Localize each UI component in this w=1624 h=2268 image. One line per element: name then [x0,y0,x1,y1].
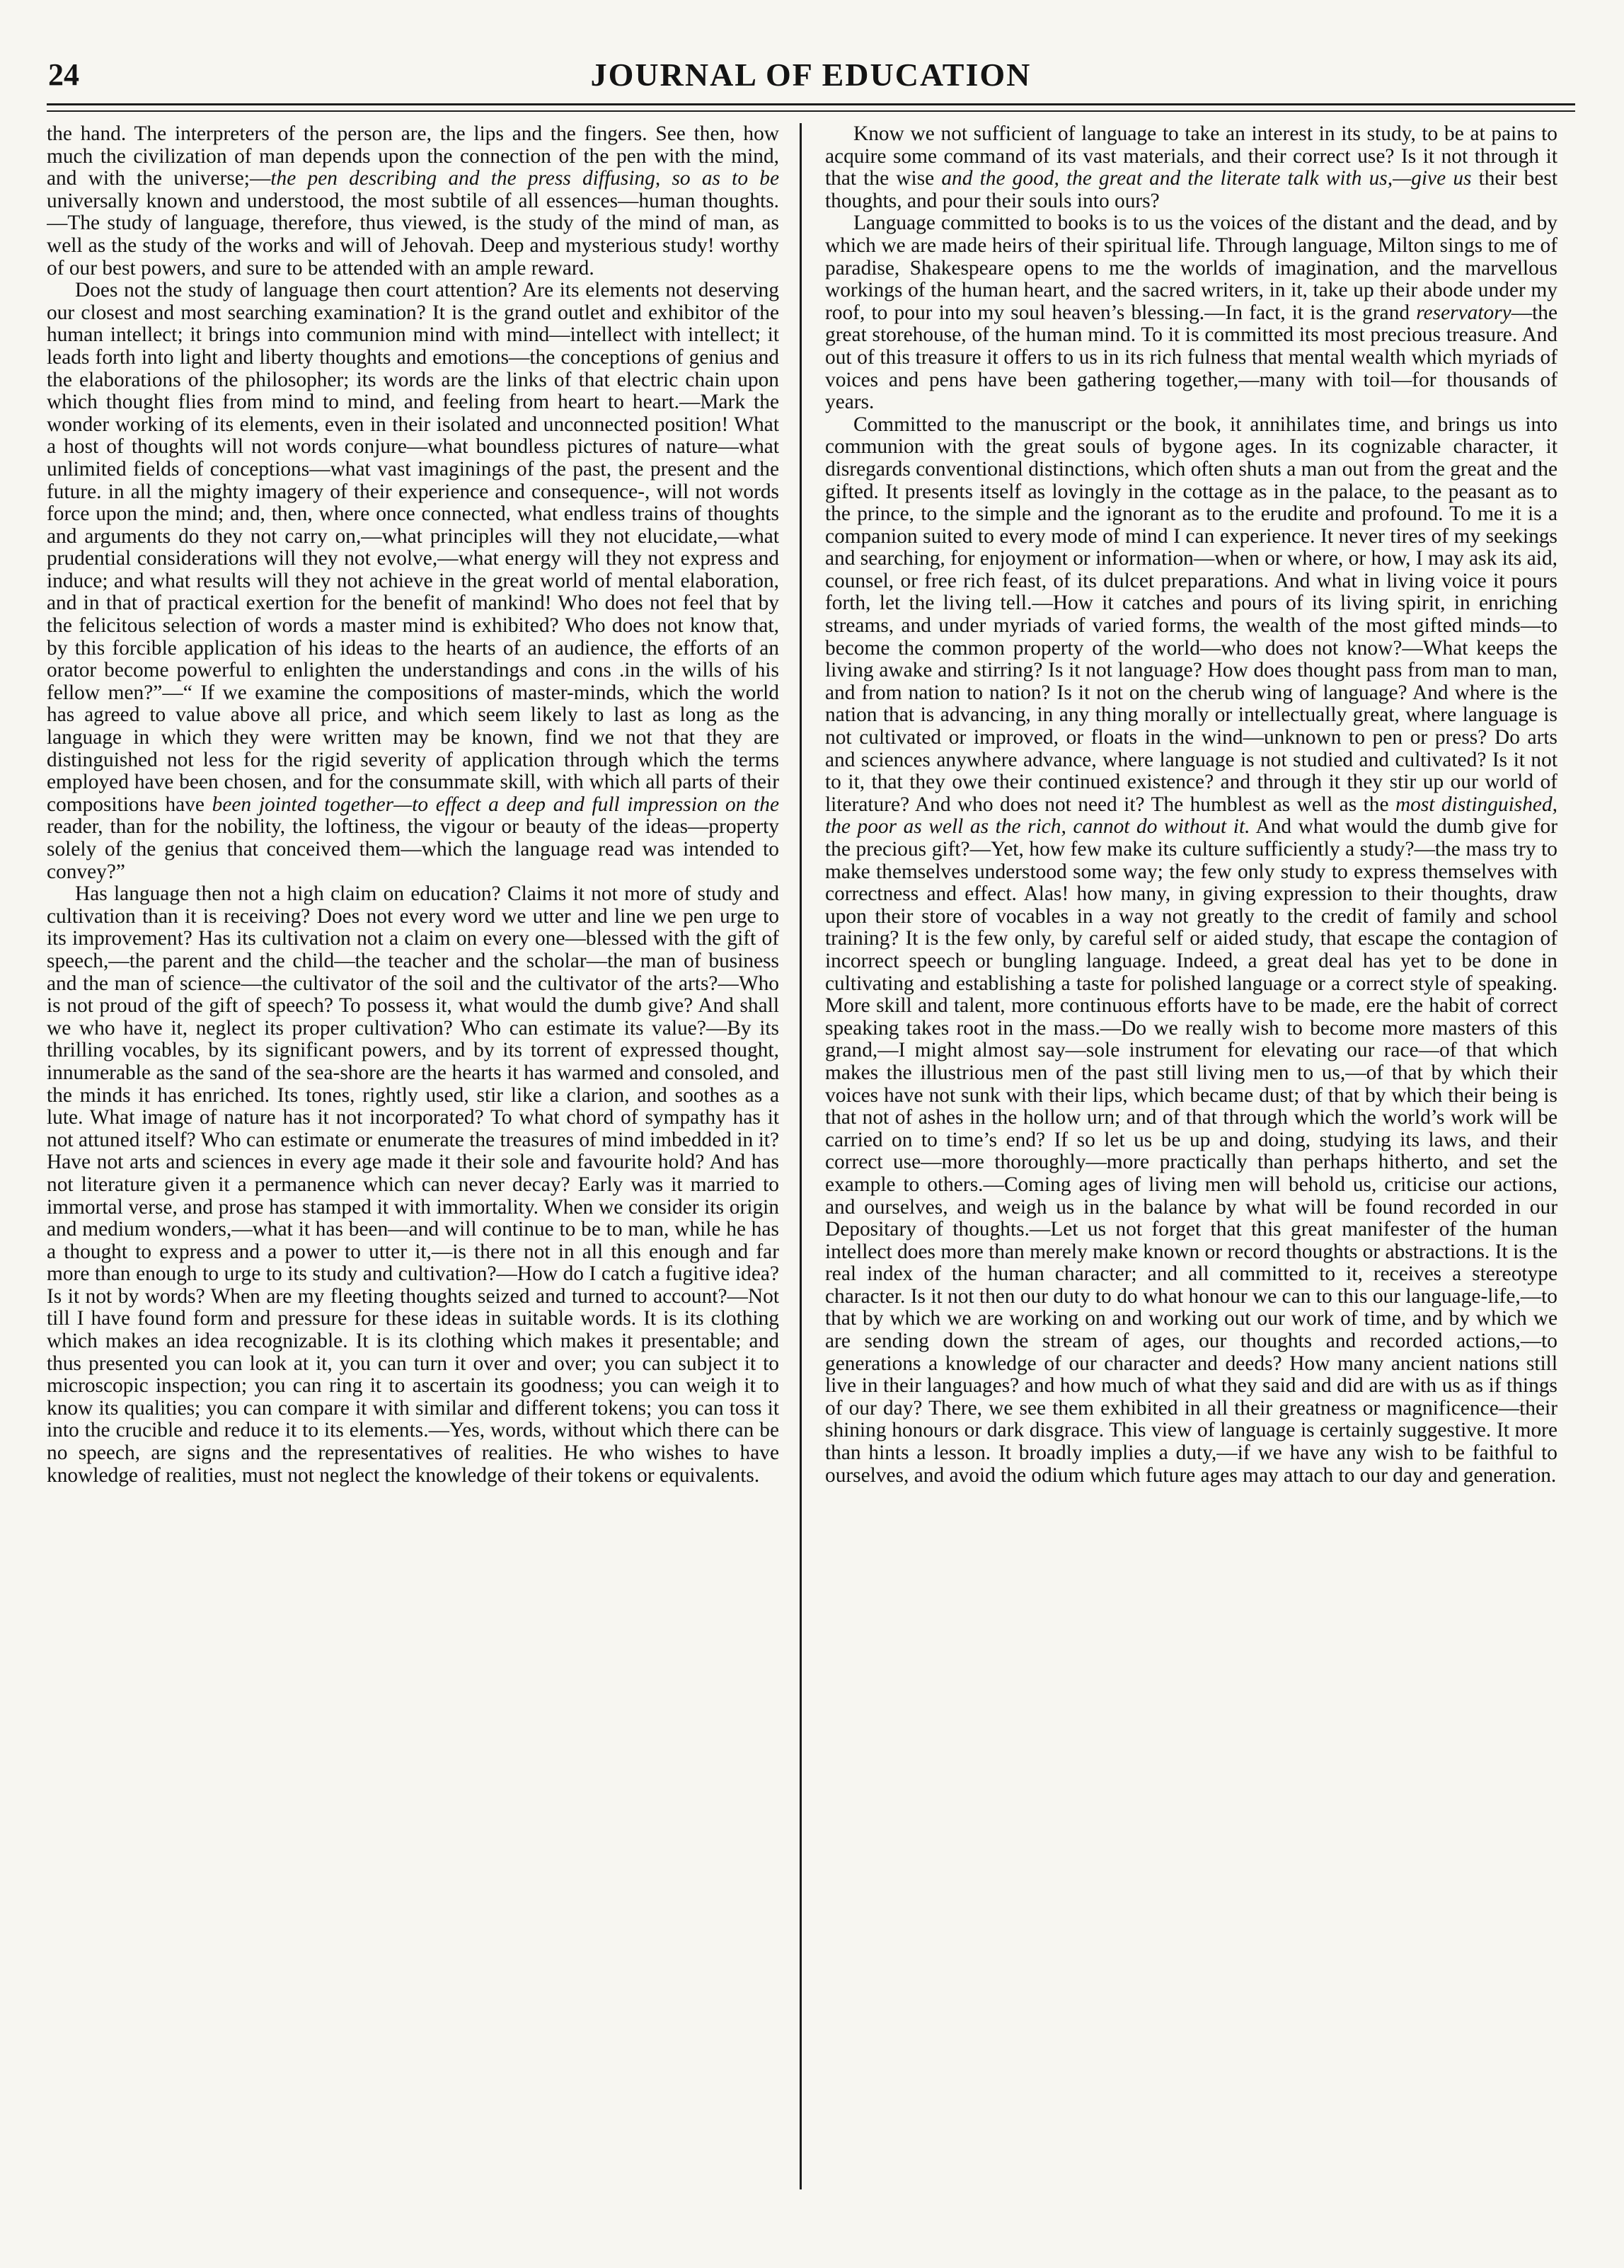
paragraph [825,123,1557,212]
paragraph [47,280,779,883]
paragraph [825,414,1557,1487]
text-run: the hand. The interpreters of the person are, the lips and the fingers. See then, how much the civilization of man depends upon the connection of the pen with the mind, and with the universe;— [47,123,779,190]
text-run: —the great storehouse, of the human mind. To it is committed its most precious treasure. And out of this treasure it offers to us in its rich fulness that mental wealth which myriads of voices and pens have been gathering together,—many with toil—for thousands of years. [825,301,1557,414]
italic-text: and the good, the great and the literate talk with us,—give us [941,167,1472,190]
italic-text: reservatory [1416,301,1511,324]
column-divider [800,123,802,2189]
left-column [47,123,779,2225]
text-run: Has language then not a high claim on education? Claims it not more of study and cultivation than it is receiving? Does not every word we utter and line we pen urge to its improvement? Has its cultivation not a claim on every one—blessed with the gift of speech,—the parent and the child—the teacher and the scholar—the man of business and the man of science—the cultivator of the soil and the cultivator of the arts?—Who is not proud of the gift of speech? To possess it, what would the dumb give? And shall we who have it, neglect its proper cultivation? Who can estimate its value?—By its thrilling vocables, by its significant powers, and by its torrent of expressed thought, innumerable as the sand of the sea-shore are the hearts it has warmed and consoled, and the minds it has enriched. Its tones, rightly used, stir like a clarion, and soothes as a lute. What image of nature has it not incorporated? To what chord of sympathy has it not attuned itself? Who can estimate or enumerate the treasures of mind imbedded in it? Have not arts and sciences in every age made it their sole and favourite hold? And has not literature given it a permanence which can never decay? Early was it married to immortal verse, and prose has stamped it with immortality. When we consider its origin and medium wonders,—what it has been—and will continue to be to man, while he has a thought to express and a power to utter it,—is there not in all this enough and far more than enough to urge to its study and cultivation?—How do I catch a fugitive idea? Is it not by words? When are my fleeting thoughts seized and turned to account?—Not till I have found form and pressure for these ideas in suitable words. It is its clothing which makes an idea recognizable. It is its clothing which makes it presentable; and thus presented you can look at it, you can turn it over and over; you can subject it to microscopic inspection; you can ring it to ascertain its goodness; you can weigh it to know its qualities; you can compare it with similar and different tokens; you can toss it into the crucible and reduce it to its elements.—Yes, words, without which there can be no speech, are signs and the representatives of realities. He who wishes to have knowledge of realities, must not neglect the knowledge of their tokens or equivalents. [47,882,779,1487]
text-run: Know we not sufficient of language to take an interest in its study, to be at pains to acquire some command of its vast materials, and their correct use? Is it not through it that the wise [825,123,1557,190]
paragraph [825,212,1557,413]
text-run: universally known and understood, the most subtile of all essences—human thoughts.—The study of language, therefore, thus viewed, is the study of the mind of man, as well as the study of the works and will of Jehovah. Deep and mysterious study! worthy of our best powers, and sure to be attended with an ample reward. [47,189,779,280]
text-columns [47,123,1575,2225]
page-number: 24 [48,57,79,92]
header-rule [47,99,1575,117]
text-run: reader, than for the nobility, the loftiness, the vigour or beauty of the ideas—property solely of the genius that conceived them—which the language read was intended to convey?” [47,815,779,883]
text-run: Language committed to books is to us the voices of the distant and the dead, and by which we are made heirs of their spiritual life. Through language, Milton sings to me of paradise, Shakespeare opens to me the worlds of imagination, and the marvellous workings of the human heart, and the sacred writers, in it, take up their abode under my roof, to pour into my soul heaven’s blessing.—In fact, it is the grand [825,212,1557,324]
page-header [47,55,1575,99]
header-rule-top [47,103,1575,105]
text-run: their best thoughts, and pour their souls into ours? [825,167,1557,212]
paragraph [47,123,779,280]
italic-text: the pen describing and the press diffusing, so as to be [270,167,779,190]
header-rule-bottom [47,110,1575,112]
text-run: Does not the study of language then court attention? Are its elements not deserving our closest and most searching examination? It is the grand outlet and exhibitor of the human intellect; it brings into communion mind with mind—intellect with intellect; it leads forth into light and liberty thoughts and emotions—the conceptions of genius and the elaborations of the philosopher; its words are the links of that electric chain upon which thought flies from mind to mind, and feeling from heart to heart.—Mark the wonder working of its elements, even in their isolated and unconnected position! What a host of thoughts will not words conjure—what boundless pictures of nature—what unlimited fields of conceptions—what vast imaginings of the past, the present and the future. in all the mighty imagery of their experience and consequence-, will not words force upon the mind; and, then, where once connected, what endless trains of thoughts and arguments do they not carry on,—what principles will they not elucidate,—what prudential considerations will they not evolve,—what energy will they not express and induce; and what results will they not achieve in the great world of mental elaboration, and in that of practical exertion for the benefit of mankind! Who does not feel that by the felicitous selection of words a master mind is exhibited? Who does not know that, by this forcible application of his ideas to the hearts of an audience, the efforts of an orator become powerful to enlighten the understandings and cons .in the wills of his fellow men?”—“ If we examine the compositions of master-minds, which the world has agreed to value above all price, and which seem likely to last as long as the language in which they were written may be known, find we not that they are distinguished not less for the rigid severity of application through which the terms employed have been chosen, and for the consummate skill, with which all parts of their compositions have [47,279,779,816]
text-run: And what would the dumb give for the precious gift?—Yet, how few make its culture sufficiently a study?—the mass try to make themselves understood some way; the few only study to express themselves with correctness and effect. Alas! how many, in giving expression to their thoughts, draw upon their store of vocables in a way not greatly to the credit of family and school training? It is the few only, by careful self or aided study, that escape the contagion of incorrect speech or bungling language. Indeed, a great deal has yet to be done in cultivating and establishing a taste for polished language or a correct style of speaking. More skill and talent, more continuous efforts have to be made, ere the habit of correct speaking takes root in the mass.—Do we really wish to become more masters of this grand,—I might almost say—sole instrument for elevating our race—of that which makes the illustrious men of the past still living men to us,—of that by which their voices have not sunk with their lips, which became dust; of that by which their being is that not of ashes in the hollow urn; and of that through which the world’s work will be carried on to time’s end? If so let us be up and doing, studying its laws, and their correct use—more thoroughly—more practically than perhaps hitherto, and set the example to others.—Coming ages of living men will behold us, criticise our actions, and ourselves, and weigh us in the balance by what will be found recorded in our Depositary of thoughts.—Let us not forget that this great manifester of the human intellect does more than merely make known or record thoughts or abstractions. It is the real index of the human character; and all committed to it, receives a stereotype character. Is it not then our duty to do what honour we can to this our language-life,—to that by which we are working on and working out our work of time, and by which we are sending down the stream of ages, our thoughts and recorded actions,—to generations a knowledge of our character and deeds? How many ancient nations still live in their languages? and how much of what they said and did are with us as if things of our day? There, we see them exhibited in all their greatness or magnificence—their shining honours or dark disgrace. This view of language is certainly suggestive. It more than hints a lesson. It broadly implies a duty,—if we have any wish to be faithful to ourselves, and avoid the odium which future ages may attach to our day and generation. [825,815,1557,1487]
text-run: Committed to the manuscript or the book, it annihilates time, and brings us into communion with the great souls of bygone ages. In its cognizable character, it disregards conventional distinctions, which often shuts a man out from the great and the gifted. It presents itself as lovingly in the cottage as in the palace, to the peasant as to the prince, to the simple and the ignorant as to the erudite and profound. To me it is a companion suited to every mode of mind I can experience. It never tires of my seekings and searching, for enjoyment or information—when or where, or how, I may ask its aid, counsel, or free rich feast, of its dulcet preparations. And what in living voice it pours forth, let the living tell.—How it catches and pours of its living spirit, in enriching streams, and under myriads of varied forms, the wealth of the most gifted minds—to become the common property of the world—who does not know?—What keeps the living awake and stirring? Is it not language? How does thought pass from man to man, and from nation to nation? Is it not on the cherub wing of language? And where is the nation that is advancing, in any thing morally or intellectually great, where language is not cultivated or improved, or floats in the wind—unknown to pen or press? Do arts and sciences anywhere advance, where language is not studied and cultivated? Is it not to it, that they owe their continued existence? and through it they stir up our world of literature? And who does not need it? The humblest as well as the [825,413,1557,816]
paragraph [47,883,779,1487]
italic-text: been jointed together—to effect a deep and full impression on the [212,793,779,816]
right-column [825,123,1557,2225]
journal-page [47,55,1575,2235]
running-head: JOURNAL OF EDUCATION [590,57,1032,93]
italic-text: most distinguished, the poor as well as the rich, cannot do without it. [825,793,1557,839]
